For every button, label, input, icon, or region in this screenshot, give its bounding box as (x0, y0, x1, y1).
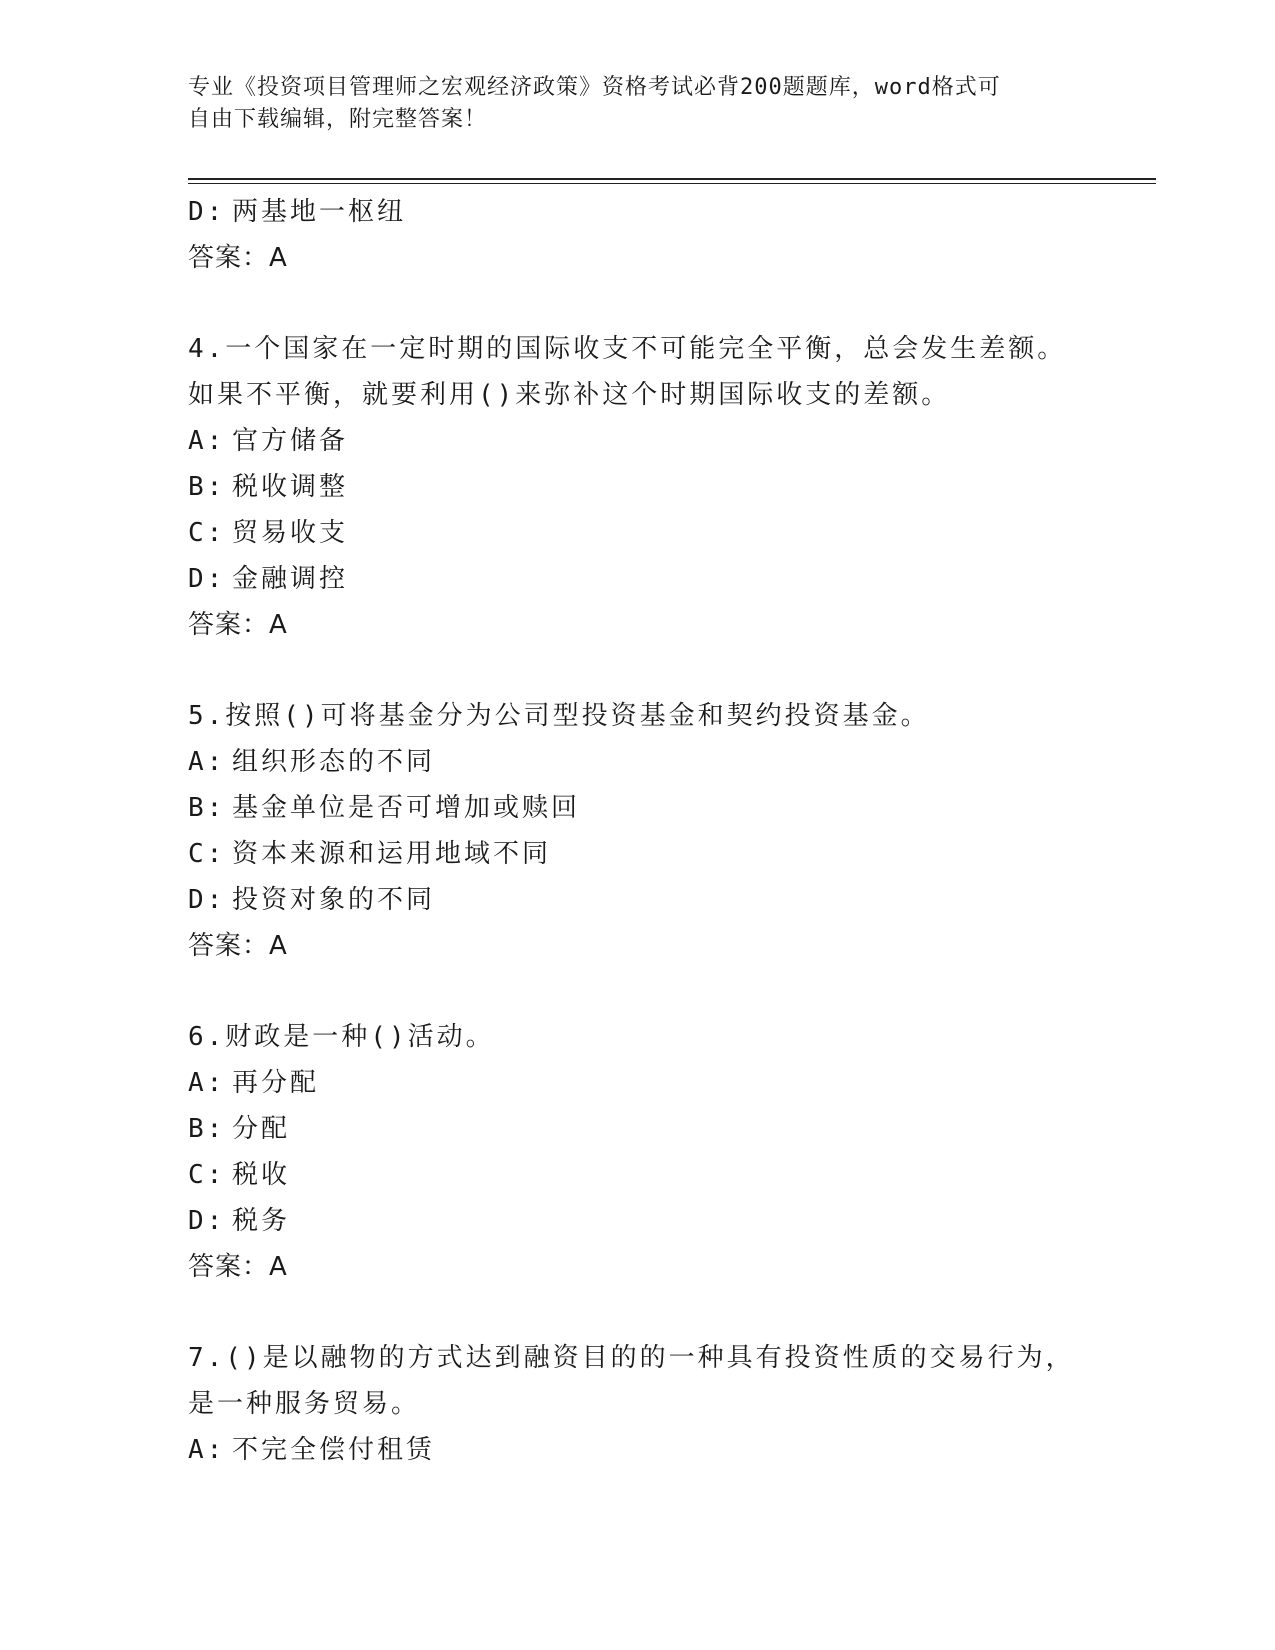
option-label: D: (188, 1206, 226, 1236)
question-4 (188, 326, 1088, 648)
option-d (188, 189, 1088, 235)
spacer (188, 281, 1088, 326)
option-c (188, 1152, 1088, 1198)
option-label: B: (188, 793, 226, 823)
option-b (188, 464, 1088, 510)
answer-line: 答案：A (188, 931, 288, 961)
answer-line: 答案：A (188, 1252, 288, 1282)
option-label: A: (188, 1068, 226, 1098)
option-label: D: (188, 197, 226, 227)
option-label: A: (188, 747, 226, 777)
option-a (188, 418, 1088, 464)
option-text: 不完全偿付租赁 (232, 1435, 436, 1465)
spacer (188, 648, 1088, 693)
option-text: 税收 (232, 1160, 291, 1190)
option-label: D: (188, 564, 226, 594)
option-label: C: (188, 839, 226, 869)
option-d (188, 556, 1088, 602)
header-rule-thick (188, 178, 1156, 180)
option-c (188, 831, 1088, 877)
option-label: C: (188, 1160, 226, 1190)
option-d (188, 877, 1088, 923)
question-6 (188, 1014, 1088, 1290)
option-text: 两基地一枢纽 (232, 197, 407, 227)
option-text: 资本来源和运用地域不同 (232, 839, 552, 869)
option-text: 金融调控 (232, 564, 349, 594)
question-5 (188, 693, 1088, 969)
option-b (188, 785, 1088, 831)
option-a (188, 739, 1088, 785)
option-text: 官方储备 (232, 426, 349, 456)
option-text: 税收调整 (232, 472, 349, 502)
question-text-line-1: 4.一个国家在一定时期的国际收支不可能完全平衡，总会发生差额。 (188, 334, 1067, 364)
question-text-line-2: 如果不平衡，就要利用()来弥补这个时期国际收支的差额。 (188, 380, 951, 410)
answer-line: 答案：A (188, 243, 288, 273)
option-label: B: (188, 1114, 226, 1144)
option-a (188, 1060, 1088, 1106)
question-3 (188, 189, 1088, 281)
option-c (188, 510, 1088, 556)
option-text: 组织形态的不同 (232, 747, 436, 777)
option-label: B: (188, 472, 226, 502)
spacer (188, 1290, 1088, 1335)
spacer (188, 969, 1088, 1014)
option-text: 基金单位是否可增加或赎回 (232, 793, 581, 823)
option-b (188, 1106, 1088, 1152)
question-text-line-2: 是一种服务贸易。 (188, 1389, 421, 1419)
option-text: 分配 (232, 1114, 291, 1144)
option-text: 税务 (232, 1206, 291, 1236)
document-header (188, 72, 1068, 136)
question-list (188, 189, 1088, 1473)
option-label: A: (188, 1435, 226, 1465)
header-rule-thin (188, 183, 1156, 184)
option-label: C: (188, 518, 226, 548)
header-line-1: 专业《投资项目管理师之宏观经济政策》资格考试必背200题题库，word格式可 (188, 75, 1001, 100)
header-line-2: 自由下载编辑，附完整答案！ (188, 107, 488, 132)
question-text-line-1: 7.()是以融物的方式达到融资目的的一种具有投资性质的交易行为， (188, 1343, 1075, 1373)
option-text: 贸易收支 (232, 518, 349, 548)
option-d (188, 1198, 1088, 1244)
option-label: A: (188, 426, 226, 456)
question-text-line-1: 5.按照()可将基金分为公司型投资基金和契约投资基金。 (188, 701, 930, 731)
option-text: 投资对象的不同 (232, 885, 436, 915)
option-text: 再分配 (232, 1068, 320, 1098)
option-a (188, 1427, 1088, 1473)
answer-line: 答案：A (188, 610, 288, 640)
question-text-line-1: 6.财政是一种()活动。 (188, 1022, 495, 1052)
option-label: D: (188, 885, 226, 915)
question-7 (188, 1335, 1088, 1473)
